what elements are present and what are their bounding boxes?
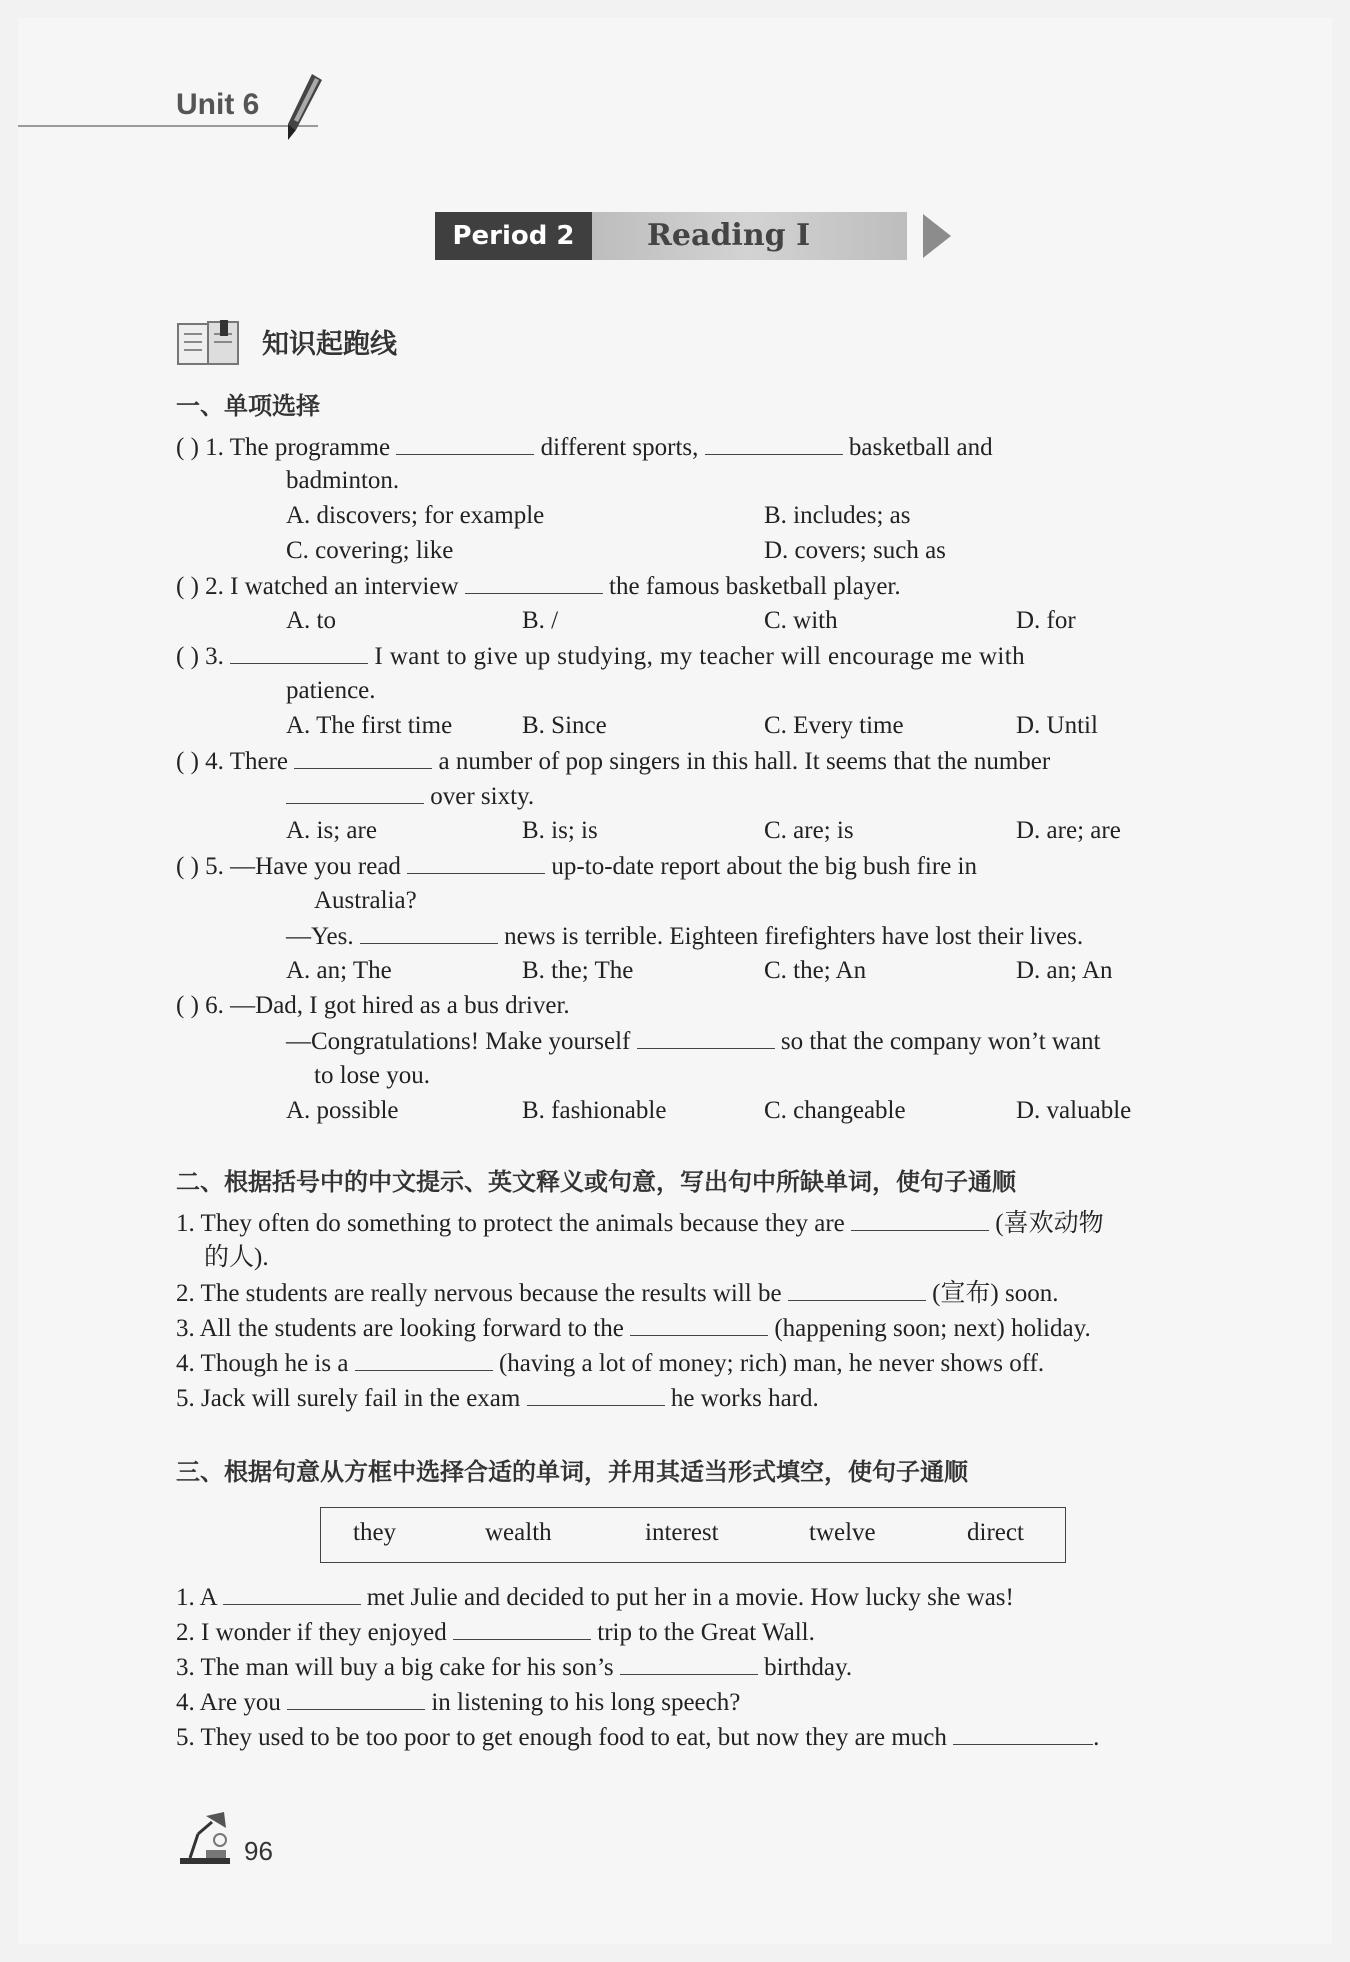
q3-line1: ( ) 3. I want to give up studying, my teacher will encourage me with <box>176 639 1025 674</box>
part2-sentence-3: 3. All the students are looking forward to the (happening soon; next) holiday. <box>176 1311 1091 1346</box>
period-label: Period 2 <box>435 212 592 260</box>
q1-option-d: D. covers; such as <box>764 537 946 564</box>
part2-sentence-1: 1. They often do something to protect the animals because they are (喜欢动物 <box>176 1206 1104 1241</box>
q2-line1: ( ) 2. I watched an interview the famous basketball player. <box>176 569 901 604</box>
q3-line2: patience. <box>286 677 376 704</box>
part3-sentence-1: 1. A met Julie and decided to put her in a movie. How lucky she was! <box>176 1580 1014 1615</box>
q5-line3: —Yes. news is terrible. Eighteen firefighters have lost their lives. <box>286 919 1083 954</box>
part2-sentence-5: 5. Jack will surely fail in the exam he works hard. <box>176 1381 819 1416</box>
q6-option-b: B. fashionable <box>522 1097 667 1124</box>
q3-option-d: D. Until <box>1016 712 1098 739</box>
q5-option-b: B. the; The <box>522 957 634 984</box>
q4-option-b: B. is; is <box>522 817 598 844</box>
q6-line3: to lose you. <box>314 1062 430 1089</box>
part2-sentence-2: 2. The students are really nervous because the results will be (宣布) soon. <box>176 1276 1059 1311</box>
q3-option-c: C. Every time <box>764 712 904 739</box>
lamp-icon <box>176 1810 236 1866</box>
q5-line1: ( ) 5. —Have you read up-to-date report about the big bush fire in <box>176 849 977 884</box>
q5-option-c: C. the; An <box>764 957 867 984</box>
q1-line2: badminton. <box>286 467 400 494</box>
q2-option-d: D. for <box>1016 607 1076 634</box>
header-rule <box>18 125 318 127</box>
q2-option-a: A. to <box>286 607 336 634</box>
pen-icon <box>282 72 326 142</box>
q6-option-a: A. possible <box>286 1097 399 1124</box>
q1-option-b: B. includes; as <box>764 502 911 529</box>
period-banner <box>435 212 915 260</box>
q5-line2: Australia? <box>314 887 417 914</box>
word-bank-item: wealth <box>485 1519 552 1546</box>
word-bank-item: twelve <box>809 1519 876 1546</box>
q1-line1: ( ) 1. The programme different sports, basketball and <box>176 430 993 465</box>
book-icon <box>176 318 242 368</box>
q5-option-d: D. an; An <box>1016 957 1113 984</box>
q6-option-c: C. changeable <box>764 1097 906 1124</box>
q6-option-d: D. valuable <box>1016 1097 1132 1124</box>
word-bank-item: they <box>353 1519 397 1546</box>
word-bank <box>320 1507 1066 1563</box>
q1-option-c: C. covering; like <box>286 537 454 564</box>
q5-option-a: A. an; The <box>286 957 392 984</box>
page-number: 96 <box>244 1836 273 1866</box>
part3-heading: 三、根据句意从方框中选择合适的单词，并用其适当形式填空，使句子通顺 <box>176 1458 968 1486</box>
part3-sentence-4: 4. Are you in listening to his long speech? <box>176 1685 740 1720</box>
section-title: 知识起跑线 <box>262 329 397 360</box>
unit-title: Unit 6 <box>176 88 260 121</box>
arrow-icon <box>923 214 951 258</box>
part2-heading: 二、根据括号中的中文提示、英文释义或句意，写出句中所缺单词，使句子通顺 <box>176 1168 1016 1196</box>
q3-option-a: A. The first time <box>286 712 453 739</box>
part3-sentence-5: 5. They used to be too poor to get enough food to eat, but now they are much . <box>176 1720 1099 1755</box>
part3-sentence-2: 2. I wonder if they enjoyed trip to the Great Wall. <box>176 1615 815 1650</box>
q4-option-d: D. are; are <box>1016 817 1121 844</box>
part1-heading: 一、单项选择 <box>176 392 320 420</box>
word-bank-item: direct <box>967 1519 1024 1546</box>
q6-line1: ( ) 6. —Dad, I got hired as a bus driver. <box>176 992 570 1019</box>
reading-label: Reading I <box>592 212 907 260</box>
q2-option-b: B. / <box>522 607 559 634</box>
part3-sentence-3: 3. The man will buy a big cake for his son’s birthday. <box>176 1650 852 1685</box>
q3-option-b: B. Since <box>522 712 607 739</box>
part2-sentence-4: 4. Though he is a (having a lot of money; rich) man, he never shows off. <box>176 1346 1044 1381</box>
part2-sentence-1-cont: 的人). <box>204 1244 269 1271</box>
q2-option-c: C. with <box>764 607 838 634</box>
q4-option-a: A. is; are <box>286 817 377 844</box>
q4-line2: over sixty. <box>286 779 534 814</box>
q4-option-c: C. are; is <box>764 817 854 844</box>
q6-line2: —Congratulations! Make yourself so that the company won’t want <box>286 1024 1101 1059</box>
q1-option-a: A. discovers; for example <box>286 502 545 529</box>
word-bank-item: interest <box>645 1519 719 1546</box>
q4-line1: ( ) 4. There a number of pop singers in this hall. It seems that the number <box>176 744 1050 779</box>
